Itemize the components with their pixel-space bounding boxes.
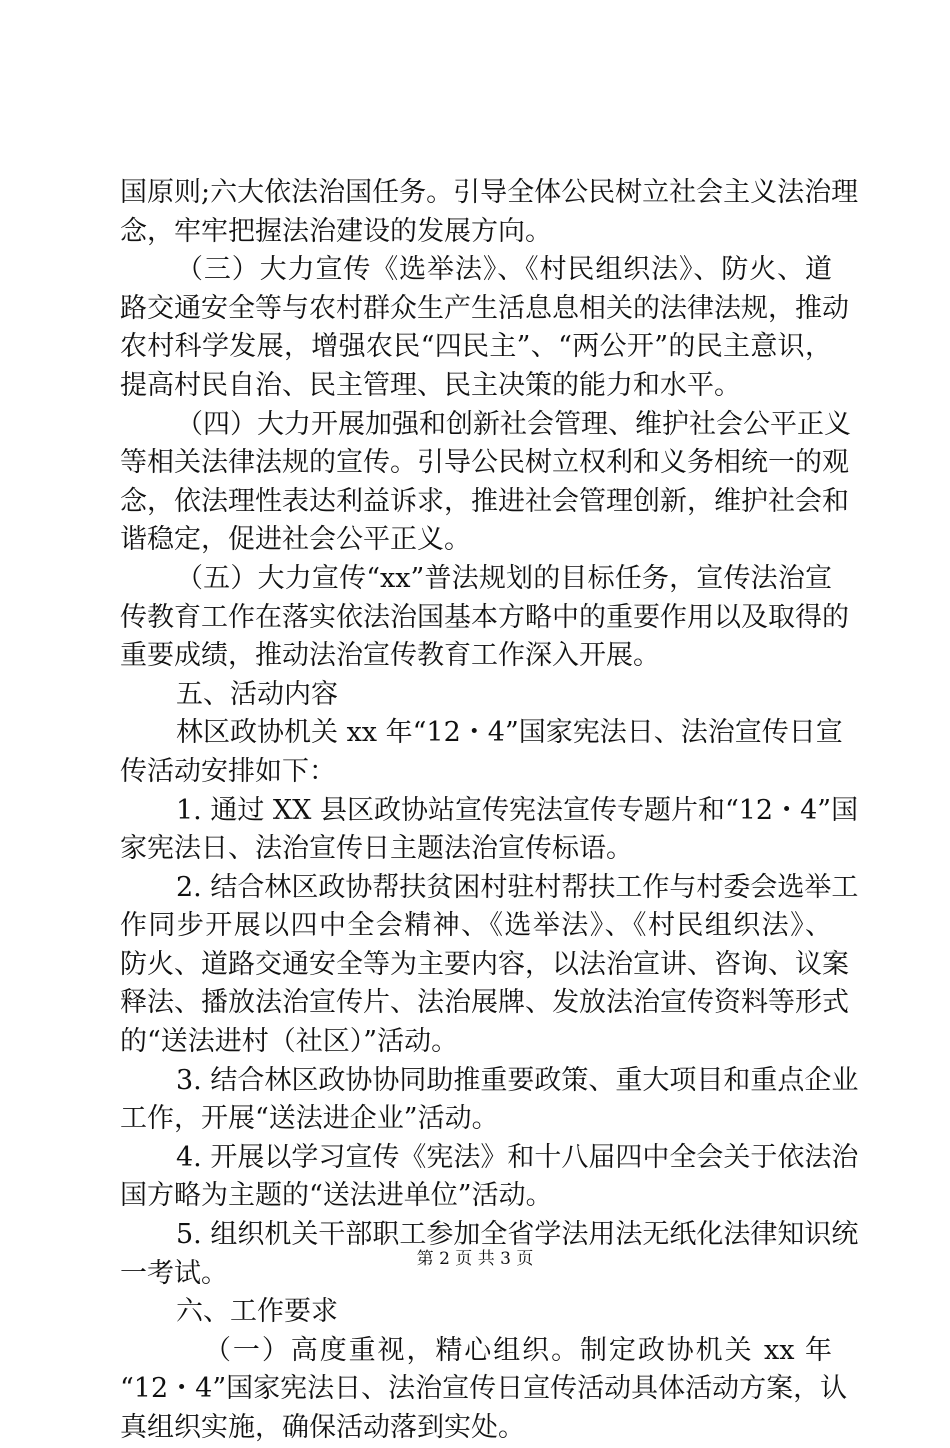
text-line: 农村科学发展，增强农民“四民主”、“两公开”的民主意识， [120, 331, 832, 363]
paragraph-heading-4: （四）大力开展加强和创新社会管理、维护社会公平正义 [176, 408, 851, 440]
text-line: 国方略为主题的“送法进单位”活动。 [120, 1180, 553, 1212]
text-line: “12・4”国家宪法日、法治宣传日宣传活动具体活动方案，认 [120, 1373, 848, 1405]
text-line: 作同步开展以四中全会精神、《选举法》、《村民组织法》、 [120, 910, 832, 942]
text-line: 路交通安全等与农村群众生产生活息息相关的法律法规，推动 [120, 292, 849, 324]
text-line: 释法、播放法治宣传片、法治展牌、发放法治宣传资料等形式 [120, 987, 849, 1019]
list-item-2: 2. 结合林区政协帮扶贫困村驻村帮扶工作与村委会选举工 [176, 871, 859, 903]
paragraph-heading-1: （一）高度重视，精心组织。制定政协机关 xx 年 [204, 1334, 832, 1366]
text-line: 念，依法理性表达利益诉求，推进社会管理创新，维护社会和 [120, 485, 849, 517]
text-line: 一考试。 [120, 1257, 228, 1289]
page-number-footer: 第 2 页 共 3 页 [416, 1249, 534, 1269]
text-line: 提高村民自治、民主管理、民主决策的能力和水平。 [120, 369, 741, 401]
section-heading-activities: 五、活动内容 [176, 678, 338, 710]
list-item-5: 5. 组织机关干部职工参加全省学法用法无纸化法律知识统 [176, 1219, 859, 1251]
text-line: 念，牢牢把握法治建设的发展方向。 [120, 215, 552, 247]
text-line: 谐稳定，促进社会公平正义。 [120, 524, 471, 556]
list-item-1: 1. 通过 XX 县区政协站宣传宪法宣传专题片和“12・4”国 [176, 794, 859, 826]
text-line: 的“送法进村（社区）”活动。 [120, 1026, 459, 1058]
text-line: 传教育工作在落实依法治国基本方略中的重要作用以及取得的 [120, 601, 849, 633]
text-line: 防火、道路交通安全等为主要内容，以法治宣讲、咨询、议案 [120, 948, 849, 980]
section-heading-requirements: 六、工作要求 [176, 1296, 338, 1328]
text-line: 重要成绩，推动法治宣传教育工作深入开展。 [120, 640, 660, 672]
text-line: 国原则;六大依法治国任务。引导全体公民树立社会主义法治理 [120, 177, 859, 208]
text-line: 林区政协机关 xx 年“12・4”国家宪法日、法治宣传日宣 [176, 717, 843, 749]
list-item-4: 4. 开展以学习宣传《宪法》和十八届四中全会关于依法治 [176, 1141, 859, 1173]
text-line: 等相关法律法规的宣传。引导公民树立权利和义务相统一的观 [120, 447, 849, 479]
list-item-3: 3. 结合林区政协协同助推重要政策、重大项目和重点企业 [176, 1064, 859, 1096]
paragraph-heading-3: （三）大力宣传《选举法》、《村民组织法》、防火、道 [176, 254, 832, 286]
text-line: 传活动安排如下： [120, 755, 336, 787]
text-line: 真组织实施，确保活动落到实处。 [120, 1412, 525, 1443]
text-line: 工作，开展“送法进企业”活动。 [120, 1103, 499, 1135]
paragraph-heading-5: （五）大力宣传“xx”普法规划的目标任务，宣传法治宣 [176, 562, 832, 594]
text-line: 家宪法日、法治宣传日主题法治宣传标语。 [120, 833, 633, 865]
